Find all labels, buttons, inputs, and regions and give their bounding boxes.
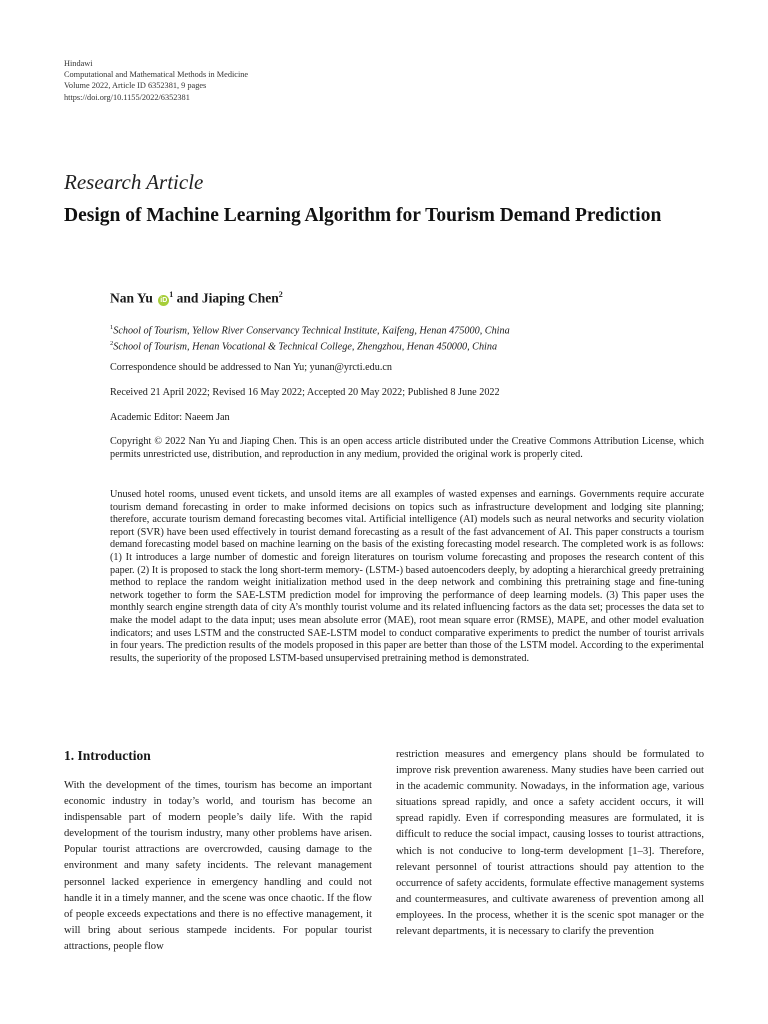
author-name: Nan Yu <box>110 290 153 306</box>
affiliation-mark: 1 <box>110 324 114 331</box>
author-list <box>110 290 283 307</box>
publisher-name: Hindawi <box>64 59 93 68</box>
affiliation-mark: 2 <box>110 339 114 347</box>
author-name: Jiaping Chen <box>201 290 279 306</box>
author-connector: and <box>176 290 199 306</box>
volume-info: Volume 2022, Article ID 6352381, 9 pages <box>64 81 207 91</box>
affiliation-line <box>110 322 704 338</box>
author-affiliation-mark: 2 <box>278 290 283 299</box>
affiliation-text: School of Tourism, Yellow River Conservancy Technical Institute, Kaifeng, Henan 475000, China <box>113 325 510 337</box>
section-heading: 1. Introduction <box>64 748 151 763</box>
article-type: Research Article <box>64 170 204 194</box>
orcid-icon[interactable]: iD <box>160 296 168 304</box>
affiliations <box>110 322 704 354</box>
journal-header <box>64 58 248 103</box>
doi-link[interactable]: https://doi.org/10.1155/2022/6352381 <box>64 92 190 102</box>
author-affiliation-mark: 1 <box>169 290 174 299</box>
affiliation-line <box>110 338 704 354</box>
journal-name: Computational and Mathematical Methods in Medicine <box>64 70 249 80</box>
copyright-notice: Copyright © 2022 Nan Yu and Jiaping Chen. This is an open access article distributed under the Creative Commons Attribution License, which permits unrestricted use, distribution, and reproduction in any medium, provided the original work is properly cited. <box>110 436 704 460</box>
academic-editor: Academic Editor: Naeem Jan <box>110 412 230 423</box>
paper-title: Design of Machine Learning Algorithm for Tourism Demand Prediction <box>64 205 662 226</box>
correspondence: Correspondence should be addressed to Nan Yu; yunan@yrcti.edu.cn <box>110 362 393 373</box>
publication-dates: Received 21 April 2022; Revised 16 May 2022; Accepted 20 May 2022; Published 8 June 2022 <box>110 387 500 398</box>
affiliation-text: School of Tourism, Henan Vocational & Technical College, Zhengzhou, Henan 450000, China <box>113 341 498 353</box>
body-column-left: With the development of the times, tourism has become an important economic industry in today’s world, and tourism has become an indispensable part of modern people’s daily life. With the rapid development of the tourism industry, many other problems have arisen. Popular tourist attractions are overcrowded, causing damage to the environment and many safety incidents. The relevant management personnel lacked experience in emergency handling and could not handle it in a timely manner, and the scene was once chaotic. If the flow of people exceeds expectations and there is no effective management, it will bring about serious stampede incidents. For popular tourist attractions, people flow <box>64 780 372 952</box>
body-column-right: restriction measures and emergency plans should be formulated to improve risk prevention awareness. Many studies have been carried out in the academic community. Nowadays, in the information age, various situations spread rapidly, and once a safety accident occurs, it will spread rapidly. Even if corresponding measures are formulated, it is difficult to reduce the social impact, causing losses to tourist attractions, which is not conducive to long-term development [1–3]. Therefore, relevant personnel of tourist attractions should pay attention to the occurrence of safety accidents, formulate effective management systems and countermeasures, and cultivate awareness of prevention among all employees. In the process, whether it is the scenic spot manager or the relevant departments, it is necessary to clarify the prevention <box>396 749 704 938</box>
abstract: Unused hotel rooms, unused event tickets, and unsold items are all examples of wasted expenses and earnings. Governments require accurate tourism demand forecasting in order to make informed decisions on topics such as infrastructure development and lodging site planning; therefore, accurate tourism demand forecasting becomes vital. Artificial intelligence (AI) models such as neural networks and security violation report (SVR) have been used effectively in tourist demand forecasting as a result of the fast advancement of AI. This paper constructs a tourism demand forecasting model based on machine learning on the basis of the existing forecasting model research. The completed work is as follows: (1) It introduces a large number of domestic and foreign literatures on tourism volume forecasting and proposes the research content of this paper. (2) It is proposed to stack the long short-term memory- (LSTM-) based autoencoders deeply, by adopting a hierarchical greedy pretraining method to replace the random weight initialization method used in the deep network and combining this pretraining stage and fine-tuning network together to form the SAE-LSTM prediction model for improving the performance of deep learning models. (3) This paper uses the monthly search engine strength data of city A’s monthly tourist volume and its related influencing factors as the data set; processes the data set to make the model adapt to the data input; uses mean absolute error (MAE), root mean square error (RMSE), MAPE, and other model evaluation indicators; and uses LSTM and the constructed SAE-LSTM model to conduct comparative experiments to predict the number of tourist arrivals in four years. The prediction results of the models proposed in this paper are better than those of the LSTM model. According to the experimental results, the superiority of the proposed LSTM-based unsupervised pretraining method is demonstrated. <box>110 489 704 664</box>
